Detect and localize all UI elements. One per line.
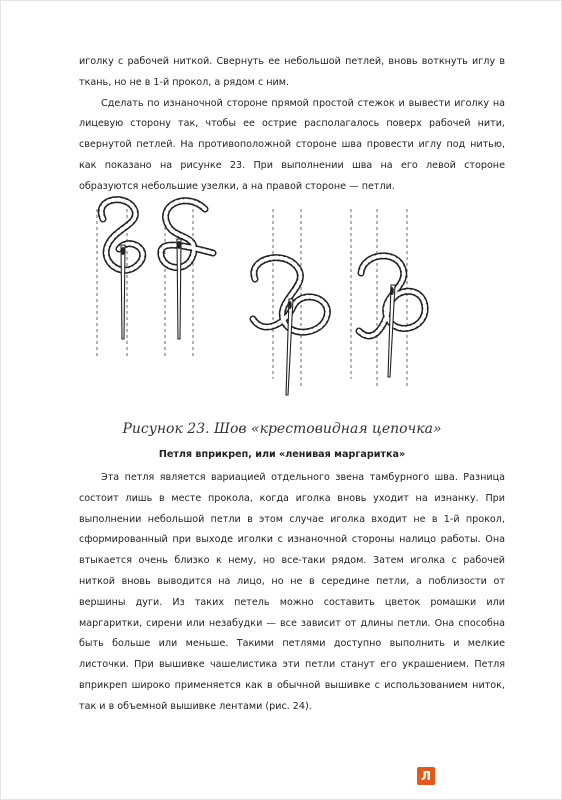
bottom-text-block (79, 468, 505, 718)
paragraph-continuation: иголку с рабочей ниткой. Свернуть ее небольшой петлей, вновь воткнуть иглу в ткань, но не в 1-й прокол, а рядом с ним. (79, 56, 505, 88)
publisher-logo-icon: Л (417, 767, 435, 785)
paragraph-description: Эта петля является вариацией отдельного звена тамбурного шва. Разница состоит лишь в месте прокола, когда иголка вновь уходит на изнанку. При выполнении небольшой петли в этом случае иголка входит не в 1-й прокол, сформированный при выходе иголки с изнаночной стороны налицо работы. Она втыкается очень близко к нему, но все-таки рядом. Затем иголка с рабочей ниткой вновь выводится на лицо, но не в середине петли, а поблизости от вершины дуги. Из таких петель можно составить цветок ромашки или маргаритки, сирени или незабудки — все зависит от длины петли. Она способна быть больше или меньше. Такими петлями доступно выполнить и мелкие листочки. При вышивке чашелистика эти петли станут его украшением. Петля вприкреп широко применяется как в обычной вышивке с использованием ниток, так и в объемной вышивке лентами (рис. 24). (79, 472, 505, 712)
top-text-block (79, 52, 505, 198)
needle-icon (177, 239, 181, 339)
figure-caption: Рисунок 23. Шов «крестовидная цепочка» (122, 421, 442, 437)
stitch-illustration (87, 189, 487, 419)
section-heading: Петля вприкреп, или «ленивая маргаритка» (158, 449, 406, 460)
needle-icon (121, 245, 125, 339)
paragraph-instructions: Сделать по изнаночной стороне прямой простой стежок и вывести иголку на лицевую сторону так, чтобы ее острие располагалось поверх рабочей нити, свернутой петлей. На противоположной стороне шва провести иглу под нитью, как показано на рисунке 23. При выполнении шва на его левой стороне образуются небольшие узелки, а на правой стороне — петли. (79, 97, 505, 192)
